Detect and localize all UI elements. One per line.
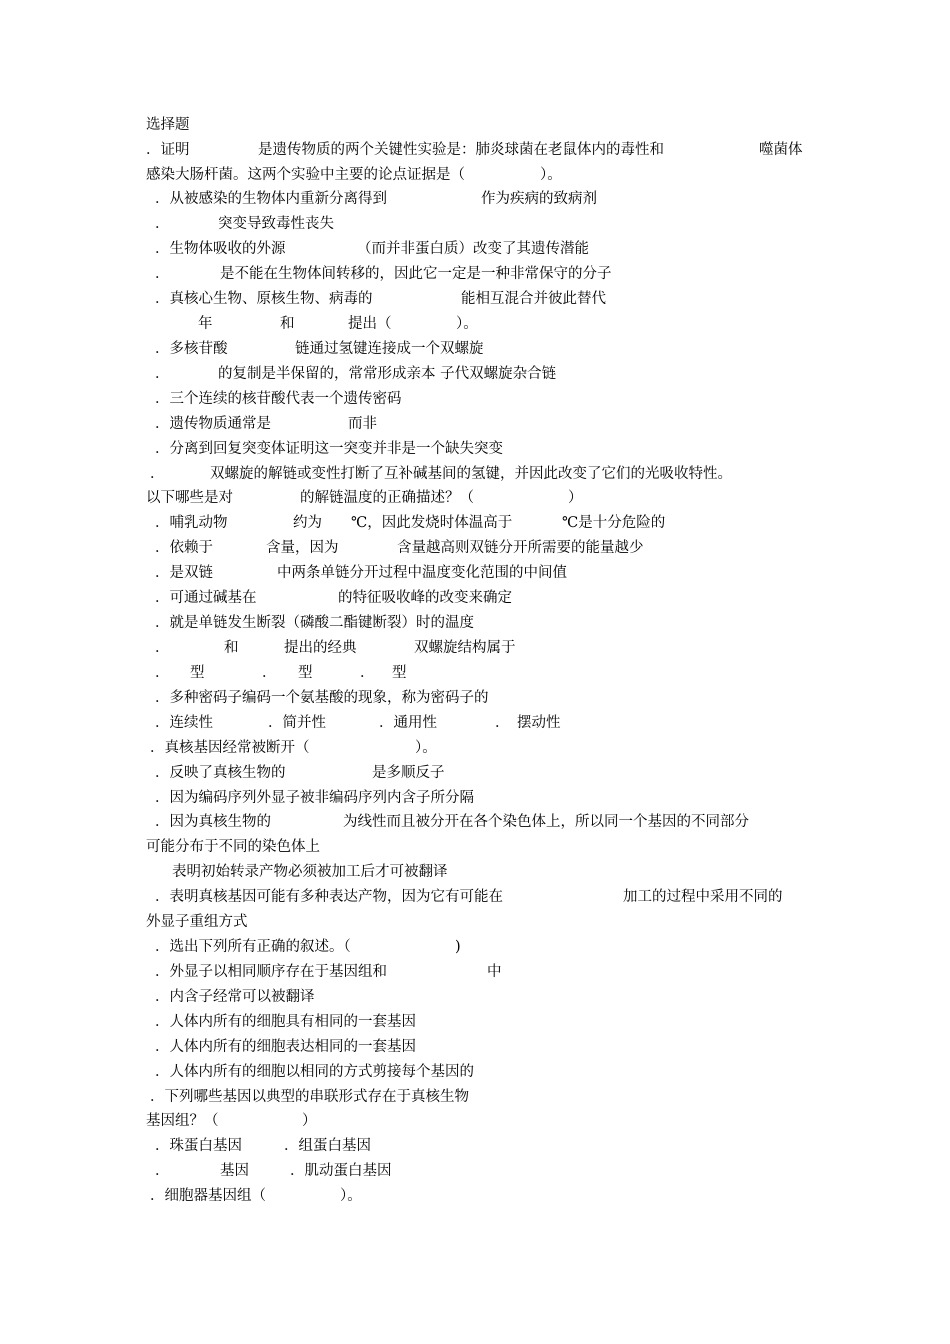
text-span: ． <box>155 665 170 681</box>
text-span: ． <box>155 266 170 282</box>
text-span: ． <box>155 640 170 656</box>
text-span: ．可通过碱基在 <box>155 590 257 606</box>
text-span: 是不能在生物体间转移的，因此它一定是一种非常保守的分子 <box>220 266 612 282</box>
text-span: 摆动性 <box>517 715 561 731</box>
text-span: 可能分布于不同的染色体上 <box>146 839 320 855</box>
text-span: ．证明 <box>146 142 190 158</box>
text-span: ） <box>302 1113 317 1129</box>
text-span: 双螺旋的解链或变性打断了互补碱基间的氢键，并因此改变了它们的光吸收特性。 <box>210 466 732 482</box>
text-span: 感染大肠杆菌。这两个实验中主要的论点证据是（ <box>146 167 465 183</box>
text-span: 双螺旋结构属于 <box>414 640 516 656</box>
text-span: ．依赖于 <box>155 540 213 556</box>
text-span: ．多种密码子编码一个氨基酸的现象，称为密码子的 <box>155 690 489 706</box>
text-span: 中 <box>487 964 502 980</box>
text-span: ．生物体吸收的外源 <box>155 241 286 257</box>
text-span: ． <box>262 665 277 681</box>
text-span: ．因为真核生物的 <box>155 814 271 830</box>
text-span: 噬菌体 <box>759 142 803 158</box>
text-span: ．细胞器基因组（ <box>150 1188 266 1204</box>
text-span: ．人体内所有的细胞表达相同的一套基因 <box>155 1039 416 1055</box>
text-span: 提出的经典 <box>284 640 357 656</box>
text-span: ．遗传物质通常是 <box>155 416 271 432</box>
text-span: 而非 <box>348 416 377 432</box>
text-span: ．表明真核基因可能有多种表达产物，因为它有可能在 <box>155 889 503 905</box>
text-span: ． <box>155 216 170 232</box>
text-span: ) <box>455 939 461 955</box>
text-span: 以下哪些是对 <box>146 490 233 506</box>
text-span: ．是双链 <box>155 565 213 581</box>
text-span: 加工的过程中采用不同的 <box>623 889 783 905</box>
text-span: 提出（ <box>348 316 392 332</box>
text-span: ．哺乳动物 <box>155 515 228 531</box>
text-span: 约为 <box>293 515 322 531</box>
text-span: ．通用性 <box>379 715 437 731</box>
text-span: 型 <box>190 665 205 681</box>
text-span: ．选出下列所有正确的叙述。（ <box>155 939 351 955</box>
text-span: ．人体内所有的细胞以相同的方式剪接每个基因的 <box>155 1064 474 1080</box>
text-span: ℃，因此发烧时体温高于 <box>351 515 513 531</box>
text-span: ．肌动蛋白基因 <box>290 1163 392 1179</box>
text-span: 能相互混合并彼此替代 <box>461 291 606 307</box>
text-span: ）。 <box>415 740 437 756</box>
text-span: ．珠蛋白基因 <box>155 1138 242 1154</box>
text-span: ．连续性 <box>155 715 213 731</box>
text-span: 和 <box>224 640 239 656</box>
text-span: ）。 <box>456 316 478 332</box>
text-span: ．简并性 <box>268 715 326 731</box>
text-span: ．人体内所有的细胞具有相同的一套基因 <box>155 1014 416 1030</box>
text-span: 基因 <box>220 1163 249 1179</box>
text-span: 表明初始转录产物必须被加工后才可被翻译 <box>172 864 448 880</box>
text-span: ． <box>495 715 510 731</box>
text-span: 的特征吸收峰的改变来确定 <box>338 590 512 606</box>
text-span: ．外显子以相同顺序存在于基因组和 <box>155 964 387 980</box>
text-span: ）。 <box>540 167 562 183</box>
text-span: 外显子重组方式 <box>146 914 248 930</box>
text-span: 和 <box>280 316 295 332</box>
text-span: ．组蛋白基因 <box>284 1138 371 1154</box>
text-span: 年 <box>198 316 213 332</box>
text-span: ．多核苷酸 <box>155 341 228 357</box>
text-span: 型 <box>298 665 313 681</box>
text-span: ． <box>155 366 170 382</box>
text-span: 是遗传物质的两个关键性实验是：肺炎球菌在老鼠体内的毒性和 <box>258 142 664 158</box>
text-span: 是多顺反子 <box>372 765 445 781</box>
text-span: ．就是单链发生断裂（磷酸二酯键断裂）时的温度 <box>155 615 474 631</box>
text-span: 的复制是半保留的，常常形成亲本 子代双螺旋杂合链 <box>218 366 557 382</box>
text-span: 型 <box>392 665 407 681</box>
text-span: 为线性而且被分开在各个染色体上，所以同一个基因的不同部分 <box>343 814 749 830</box>
text-span: 链通过氢键连接成一个双螺旋 <box>295 341 484 357</box>
text-span: 作为疾病的致病剂 <box>481 191 597 207</box>
text-span: 的解链温度的正确描述？（ <box>300 490 474 506</box>
text-span: ．反映了真核生物的 <box>155 765 286 781</box>
text-span: 突变导致毒性丧失 <box>218 216 334 232</box>
text-span: ．因为编码序列外显子被非编码序列内含子所分隔 <box>155 790 474 806</box>
text-span: ．内含子经常可以被翻译 <box>155 989 315 1005</box>
text-span: ． <box>155 1163 170 1179</box>
text-span: ．真核心生物、原核生物、病毒的 <box>155 291 373 307</box>
text-span: ）。 <box>340 1188 362 1204</box>
text-span: 含量，因为 <box>266 540 339 556</box>
text-span: ） <box>568 490 583 506</box>
text-span: （而并非蛋白质）改变了其遗传潜能 <box>357 241 589 257</box>
text-span: ． <box>150 466 165 482</box>
text-span: ．下列哪些基因以典型的串联形式存在于真核生物 <box>150 1089 469 1105</box>
text-span: ．从被感染的生物体内重新分离得到 <box>155 191 387 207</box>
text-span: ．分离到回复突变体证明这一突变并非是一个缺失突变 <box>155 441 503 457</box>
text-span: ．真核基因经常被断开（ <box>150 740 310 756</box>
text-span: 基因组？（ <box>146 1113 219 1129</box>
text-span: ℃是十分危险的 <box>562 515 666 531</box>
text-span: 中两条单链分开过程中温度变化范围的中间值 <box>277 565 567 581</box>
text-span: 选择题 <box>146 117 190 133</box>
text-span: 含量越高则双链分开所需要的能量越少 <box>397 540 644 556</box>
text-span: ．三个连续的核苷酸代表一个遗传密码 <box>155 391 402 407</box>
text-span: ． <box>360 665 375 681</box>
